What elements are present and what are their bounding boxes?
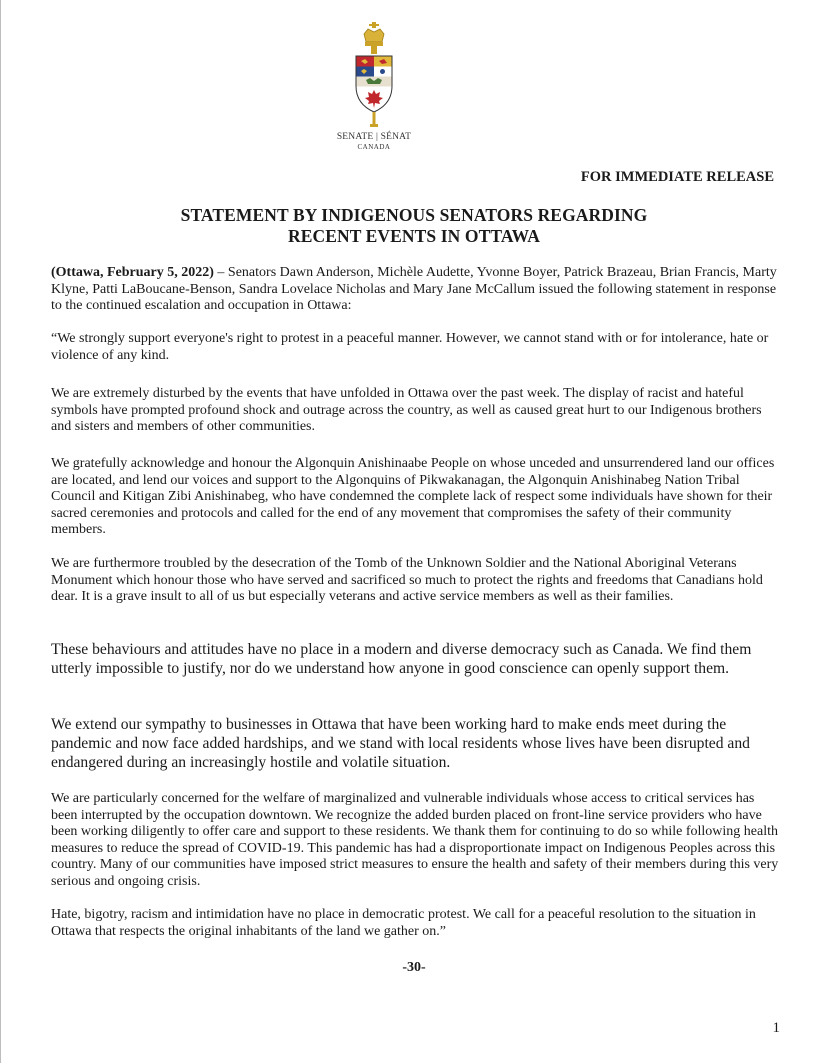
paragraph-6-text: These behaviours and attitudes have no place in a modern and diverse democracy such as Canada. We find them utterly impossible to justify, nor do we understand how anyone in good conscience can openly support them. xyxy=(51,641,752,677)
paragraph-2 xyxy=(51,331,779,364)
page-title xyxy=(0,205,828,247)
paragraph-3-text: We are extremely disturbed by the events that have unfolded in Ottawa over the past week. The display of racist and hateful symbols have prompted profound shock and outrage across the country, as well as caused great hurt to our Indigenous brothers and sisters and members of other communities. xyxy=(51,386,762,435)
paragraph-2-text: “We strongly support everyone's right to protest in a peaceful manner. However, we cannot stand with or for intolerance, hate or violence of any kind. xyxy=(51,331,769,363)
release-notice: FOR IMMEDIATE RELEASE xyxy=(580,169,774,185)
intro-text: – Senators Dawn Anderson, Michèle Audette, Yvonne Boyer, Patrick Brazeau, Brian Francis, Marty Klyne, Patti LaBoucane-Benson, Sandra Lovelace Nicholas and Mary Jane McCallum issued the following statement in response to the continued escalation and occupation in Ottawa: xyxy=(51,265,777,314)
paragraph-3 xyxy=(51,386,779,436)
dateline: (Ottawa, February 5, 2022) xyxy=(51,265,214,280)
page-edge-line xyxy=(0,0,1,1063)
senate-logo xyxy=(330,20,418,152)
logo-subtitle: CANADA xyxy=(357,143,391,151)
paragraph-7-text: We extend our sympathy to businesses in Ottawa that have been working hard to make ends meet during the pandemic and now face added hardships, and we stand with local residents whose lives have been disrupted and endangered during an increasingly hostile and volatile situation. xyxy=(51,716,750,771)
paragraph-5-text: We are furthermore troubled by the desecration of the Tomb of the Unknown Soldier and the National Aboriginal Veterans Monument which honour those who have served and sacrificed so much to protect the rights and freedoms that Canadians hold dear. It is a grave insult to all of us but especially veterans and active service members as well as their families. xyxy=(51,556,763,605)
paragraph-9 xyxy=(51,907,779,940)
paragraph-9-text: Hate, bigotry, racism and intimidation have no place in democratic protest. We call for a peaceful resolution to the situation in Ottawa that respects the original inhabitants of the land we gather on.” xyxy=(51,907,756,939)
page-number: 1 xyxy=(772,1020,780,1036)
paragraph-4-text: We gratefully acknowledge and honour the Algonquin Anishinaabe People on whose unceded and unsurrendered land our offices are located, and lend our voices and support to the Algonquins of Pikwakanagan, the Algonquin Anishinabeg Nation Tribal Council and Kitigan Zibi Anishinabeg, who have condemned the complete lack of respect some individuals have shown for their sacred ceremonies and protocols and called for the end of any movement that compromises the safety of their community members. xyxy=(51,456,775,538)
intro-paragraph xyxy=(51,265,779,315)
paragraph-4 xyxy=(51,456,779,539)
logo-title: SENATE | SÉNAT xyxy=(336,132,412,142)
paragraph-6 xyxy=(51,640,779,678)
title-line-1: STATEMENT BY INDIGENOUS SENATORS REGARDING xyxy=(180,205,648,225)
title-line-2: RECENT EVENTS IN OTTAWA xyxy=(287,226,541,246)
paragraph-5 xyxy=(51,556,779,606)
paragraph-7 xyxy=(51,715,779,772)
senate-crest-icon xyxy=(344,20,404,132)
paragraph-8 xyxy=(51,791,779,891)
end-mark: -30- xyxy=(402,960,426,975)
paragraph-8-text: We are particularly concerned for the welfare of marginalized and vulnerable individuals whose access to critical services has been interrupted by the occupation downtown. We recognize the added burden placed on front-line service providers who have been working diligently to offer care and support to these residents. We thank them for continuing to do so while following health measures to reduce the spread of COVID-19. This pandemic has had a disproportionate impact on Indigenous Peoples across this country. Many of our communities have imposed strict measures to ensure the health and safety of their members during this very serious and ongoing crisis. xyxy=(51,791,779,889)
